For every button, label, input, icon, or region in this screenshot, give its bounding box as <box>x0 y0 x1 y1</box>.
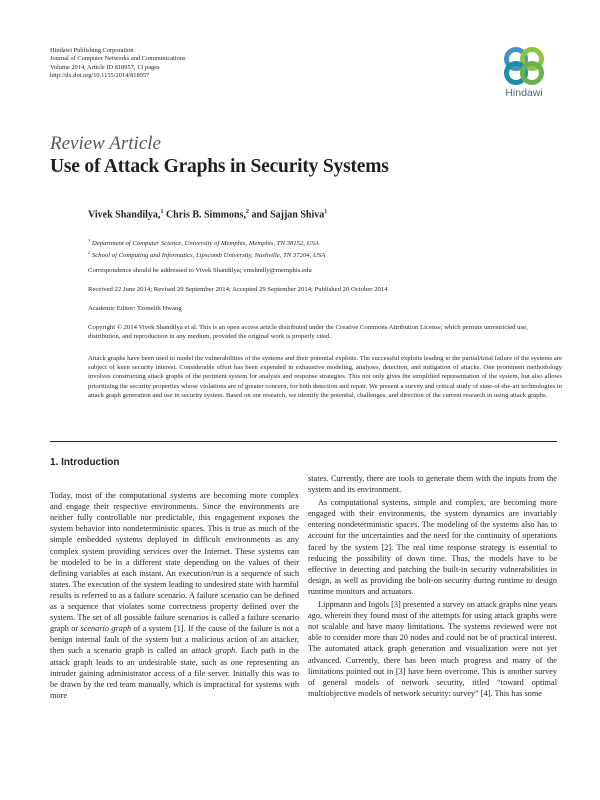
doi-link[interactable]: http://dx.doi.org/10.1155/2014/818957 <box>50 72 150 80</box>
body-column-left <box>50 457 299 701</box>
affiliations <box>88 236 558 260</box>
author-name: and Sajjan Shiva <box>251 209 325 221</box>
copyright-notice: Copyright © 2014 Vivek Shandilya et al. This is an open access article distributed under the Creative Commons Attribution License, which permits unrestricted use, distribution, and reproduction in any medium, provided the original work is properly cited. <box>88 324 528 340</box>
abstract: Attack graphs have been used to model the vulnerabilities of the systems and their potential exploits. The successful exploits leading to the partial/total failure of the systems are subject of keen security interest. Considerable effort has been expended in exhaustive modeling, analyses, detection, and mitigation of attacks. One prominent methodology involves constructing attack graphs of the pertinent system for analysis and response strategies. This not only gives the simplified representation of the system, but also allows prioritizing the security properties whose violations are of greater concern, for both detection and repair. We present a survey and critical study of state-of-the-art technologies in attack graph generation and use in security system. Based on our research, we identify the potential, challenges, and direction of the current research in using attack graphs. <box>88 355 562 399</box>
article-type: Review Article <box>50 133 161 154</box>
body-paragraph: states. Currently, there are tools to generate them with the inputs from the system and its environment. <box>308 474 557 495</box>
author-affil-mark: 2 <box>245 209 249 215</box>
author-name: Chris B. Simmons, <box>165 209 246 221</box>
divider <box>50 441 557 442</box>
volume-info: Volume 2014, Article ID 818957, 13 pages <box>50 63 160 71</box>
body-paragraph: Today, most of the computational systems are becoming more complex and engage their respective environments. Since the environments are neither fully controllable nor predictable, this engagement exposes the system behavior into nondeterministic spaces. This is true as much of the simple embedded systems deployed in difficult environments as any complex system providing services over the Internet. These systems can be modeled to be in a different state depending on the values of their defining variables at each instant. An execution/run is a sequence of such states. The execution of the system leading to undesired state with harmful results is referred to as a failure scenario. A failure scenario can be defined as a sequence that violates some correctness property defined over the system. The set of all possible failure scenarios is called a failure scenario graph or scenario graph of a system [1]. If the cause of the failure is not a benign internal fault of the system but a malicious action of an attacker, then such a scenario graph is called an attack graph. Each path in the attack graph leads to an undesirable state, such as one representing an intruder gaining administrator access of a file server. Initially this was to be drawn by the red team manually, which is impractical for systems with more <box>50 491 300 700</box>
hindawi-logo-icon <box>501 46 547 86</box>
author-list <box>88 209 327 220</box>
affiliation: $^2$ School of Computing and Informatics, Lipscomb University, Nashville, TN 37204, USA <box>88 250 326 260</box>
affiliation: $^1$ Department of Computer Science, University of Memphis, Memphis, TN 38152, USA <box>88 238 319 248</box>
hindawi-logo <box>494 46 554 104</box>
journal-name: Journal of Computer Networks and Communications <box>50 55 186 63</box>
correspondence: Correspondence should be addressed to Vivek Shandilya; vmshndly@memphis.edu <box>88 267 312 274</box>
publisher-name: Hindawi Publishing Corporation <box>50 47 134 54</box>
hindawi-wordmark: Hindawi <box>505 87 543 99</box>
author-affil-mark: 1 <box>160 209 164 215</box>
body-paragraph: Lippmann and Ingols [3] presented a survey on attack graphs nine years ago, wherein they found most of the attempts for using attack graphs were not scalable and have many limitations. The systems reviewed were not able to consider more than 20 nodes and could not be of practical interest. The automated attack graph generation and visualization were not yet advanced. Currently, there has been much progress and many of the limitations pointed out in [3] have been overcome. This is another survey of general models of network security, titled “toward optimal multiobjective models of network security: survey” [4]. This has some <box>308 600 557 698</box>
author-affil-mark: 1 <box>324 209 328 215</box>
section-heading: 1. Introduction <box>50 457 120 468</box>
publication-dates: Received 22 June 2014; Revised 29 September 2014; Accepted 29 September 2014; Published 20 October 2014 <box>88 286 388 293</box>
paper-title: Use of Attack Graphs in Security Systems <box>50 156 389 177</box>
journal-header <box>50 47 185 81</box>
author-name: Vivek Shandilya, <box>88 209 161 221</box>
academic-editor: Academic Editor: Tzonelih Hwang <box>88 305 182 312</box>
body-paragraph: As computational systems, simple and complex, are becoming more engaged with their environments, the system dynamics are invariably entering nondeterministic spaces. The modeling of the systems also has to account for the uncertainties and the need for the continuity of operations faced by the system [2]. The real time response strategy is essential to reducing the possibility of down time. Thus, the models have to be effective in detecting and patching the built-in security vulnerabilities in design, as well as providing the bolt-on security during runtime to design runtime monitors and actuators. <box>308 498 557 596</box>
body-column-right <box>308 473 557 699</box>
